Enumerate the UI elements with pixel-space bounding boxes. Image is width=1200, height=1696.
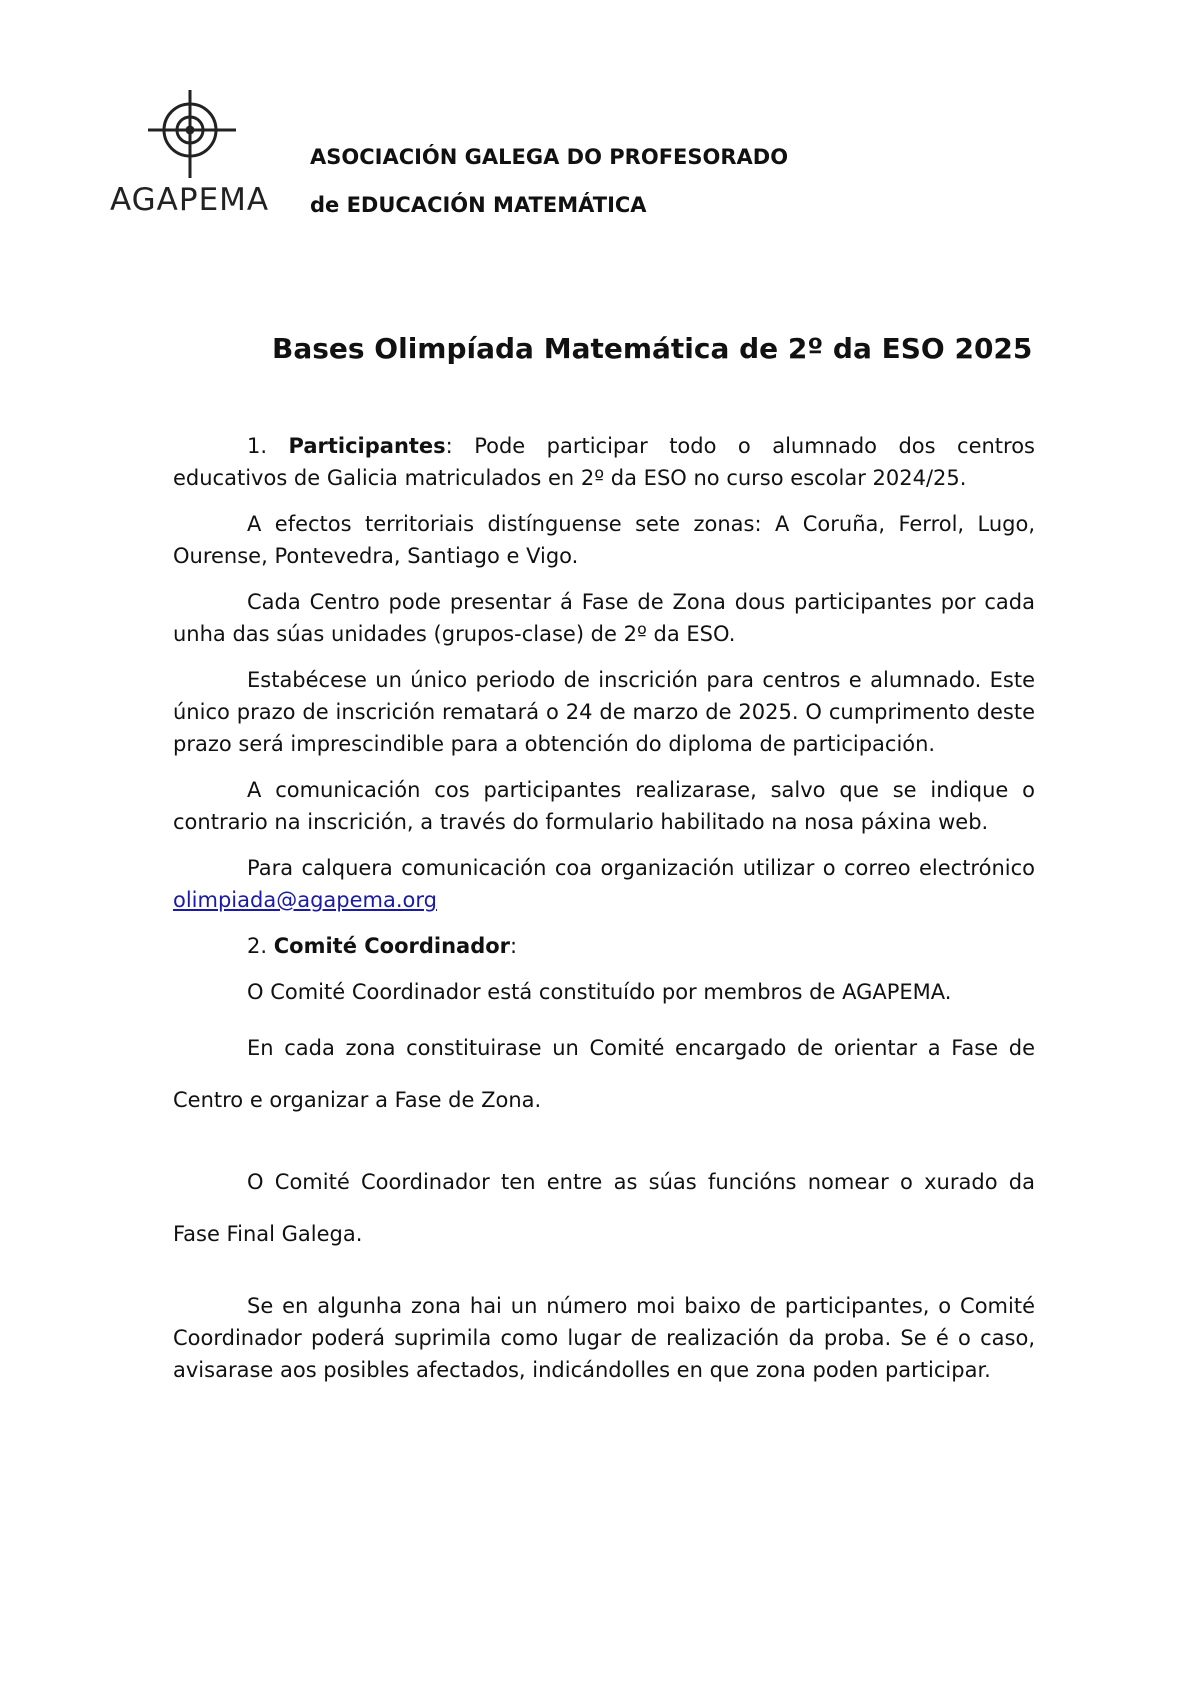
- section2-paragraph1: O Comité Coordinador está constituído por membros de AGAPEMA.: [247, 980, 952, 1004]
- section1-number: 1.: [247, 434, 268, 458]
- section2-paragraph3: O Comité Coordinador ten entre as súas funcións nomear o xurado da Fase Final Galega.: [173, 1170, 1035, 1246]
- section2-number: 2.: [247, 934, 268, 958]
- section1-paragraph6: [173, 852, 1035, 916]
- org-name-line1: ASOCIACIÓN GALEGA DO PROFESORADO: [310, 145, 789, 169]
- section2-colon: :: [510, 934, 518, 958]
- agapema-logo: [110, 90, 280, 220]
- section2-heading-line: [173, 930, 1035, 962]
- section2-paragraph4: Se en algunha zona hai un número moi baixo de participantes, o Comité Coordinador poderá suprimila como lugar de realización da proba. Se é o caso, avisarase aos posibles afectados, indicándolles en que zona poden participar.: [173, 1294, 1035, 1382]
- section1-paragraph4: Estabécese un único periodo de inscrición para centros e alumnado. Este único prazo de inscrición rematará o 24 de marzo de 2025. O cumprimento deste prazo será imprescindible para a obtención do diploma de participación.: [173, 668, 1035, 756]
- section1-paragraph5: A comunicación cos participantes realizarase, salvo que se indique o contrario na inscrición, a través do formulario habilitado na nosa páxina web.: [173, 778, 1035, 834]
- document-title: Bases Olimpíada Matemática de 2º da ESO 2025: [272, 332, 1033, 365]
- section1-paragraph2: A efectos territoriais distínguense sete zonas: A Coruña, Ferrol, Lugo, Ourense, Pontevedra, Santiago e Vigo.: [173, 512, 1035, 568]
- crosshair-logo-icon: [148, 90, 240, 182]
- section1-heading: Participantes: [288, 434, 446, 458]
- organization-name: [310, 145, 789, 217]
- logo-wordmark: AGAPEMA: [110, 182, 270, 218]
- email-link[interactable]: olimpiada@agapema.org: [173, 888, 437, 912]
- section2-heading: Comité Coordinador: [273, 934, 511, 958]
- section1-paragraph3: Cada Centro pode presentar á Fase de Zona dous participantes por cada unha das súas unidades (grupos-clase) de 2º da ESO.: [173, 590, 1035, 646]
- section1-paragraph1: [173, 430, 1035, 494]
- contact-text: Para calquera comunicación coa organización utilizar o correo electrónico: [247, 856, 1035, 880]
- document-body: [173, 430, 1035, 1400]
- section1-lead-text: : Pode participar todo o alumnado dos centros educativos de Galicia matriculados en 2º da ESO no curso escolar 2024/25.: [173, 434, 1035, 490]
- section2-paragraph2: En cada zona constituirase un Comité encargado de orientar a Fase de Centro e organizar a Fase de Zona.: [173, 1036, 1035, 1112]
- org-name-line2: de EDUCACIÓN MATEMÁTICA: [310, 193, 647, 217]
